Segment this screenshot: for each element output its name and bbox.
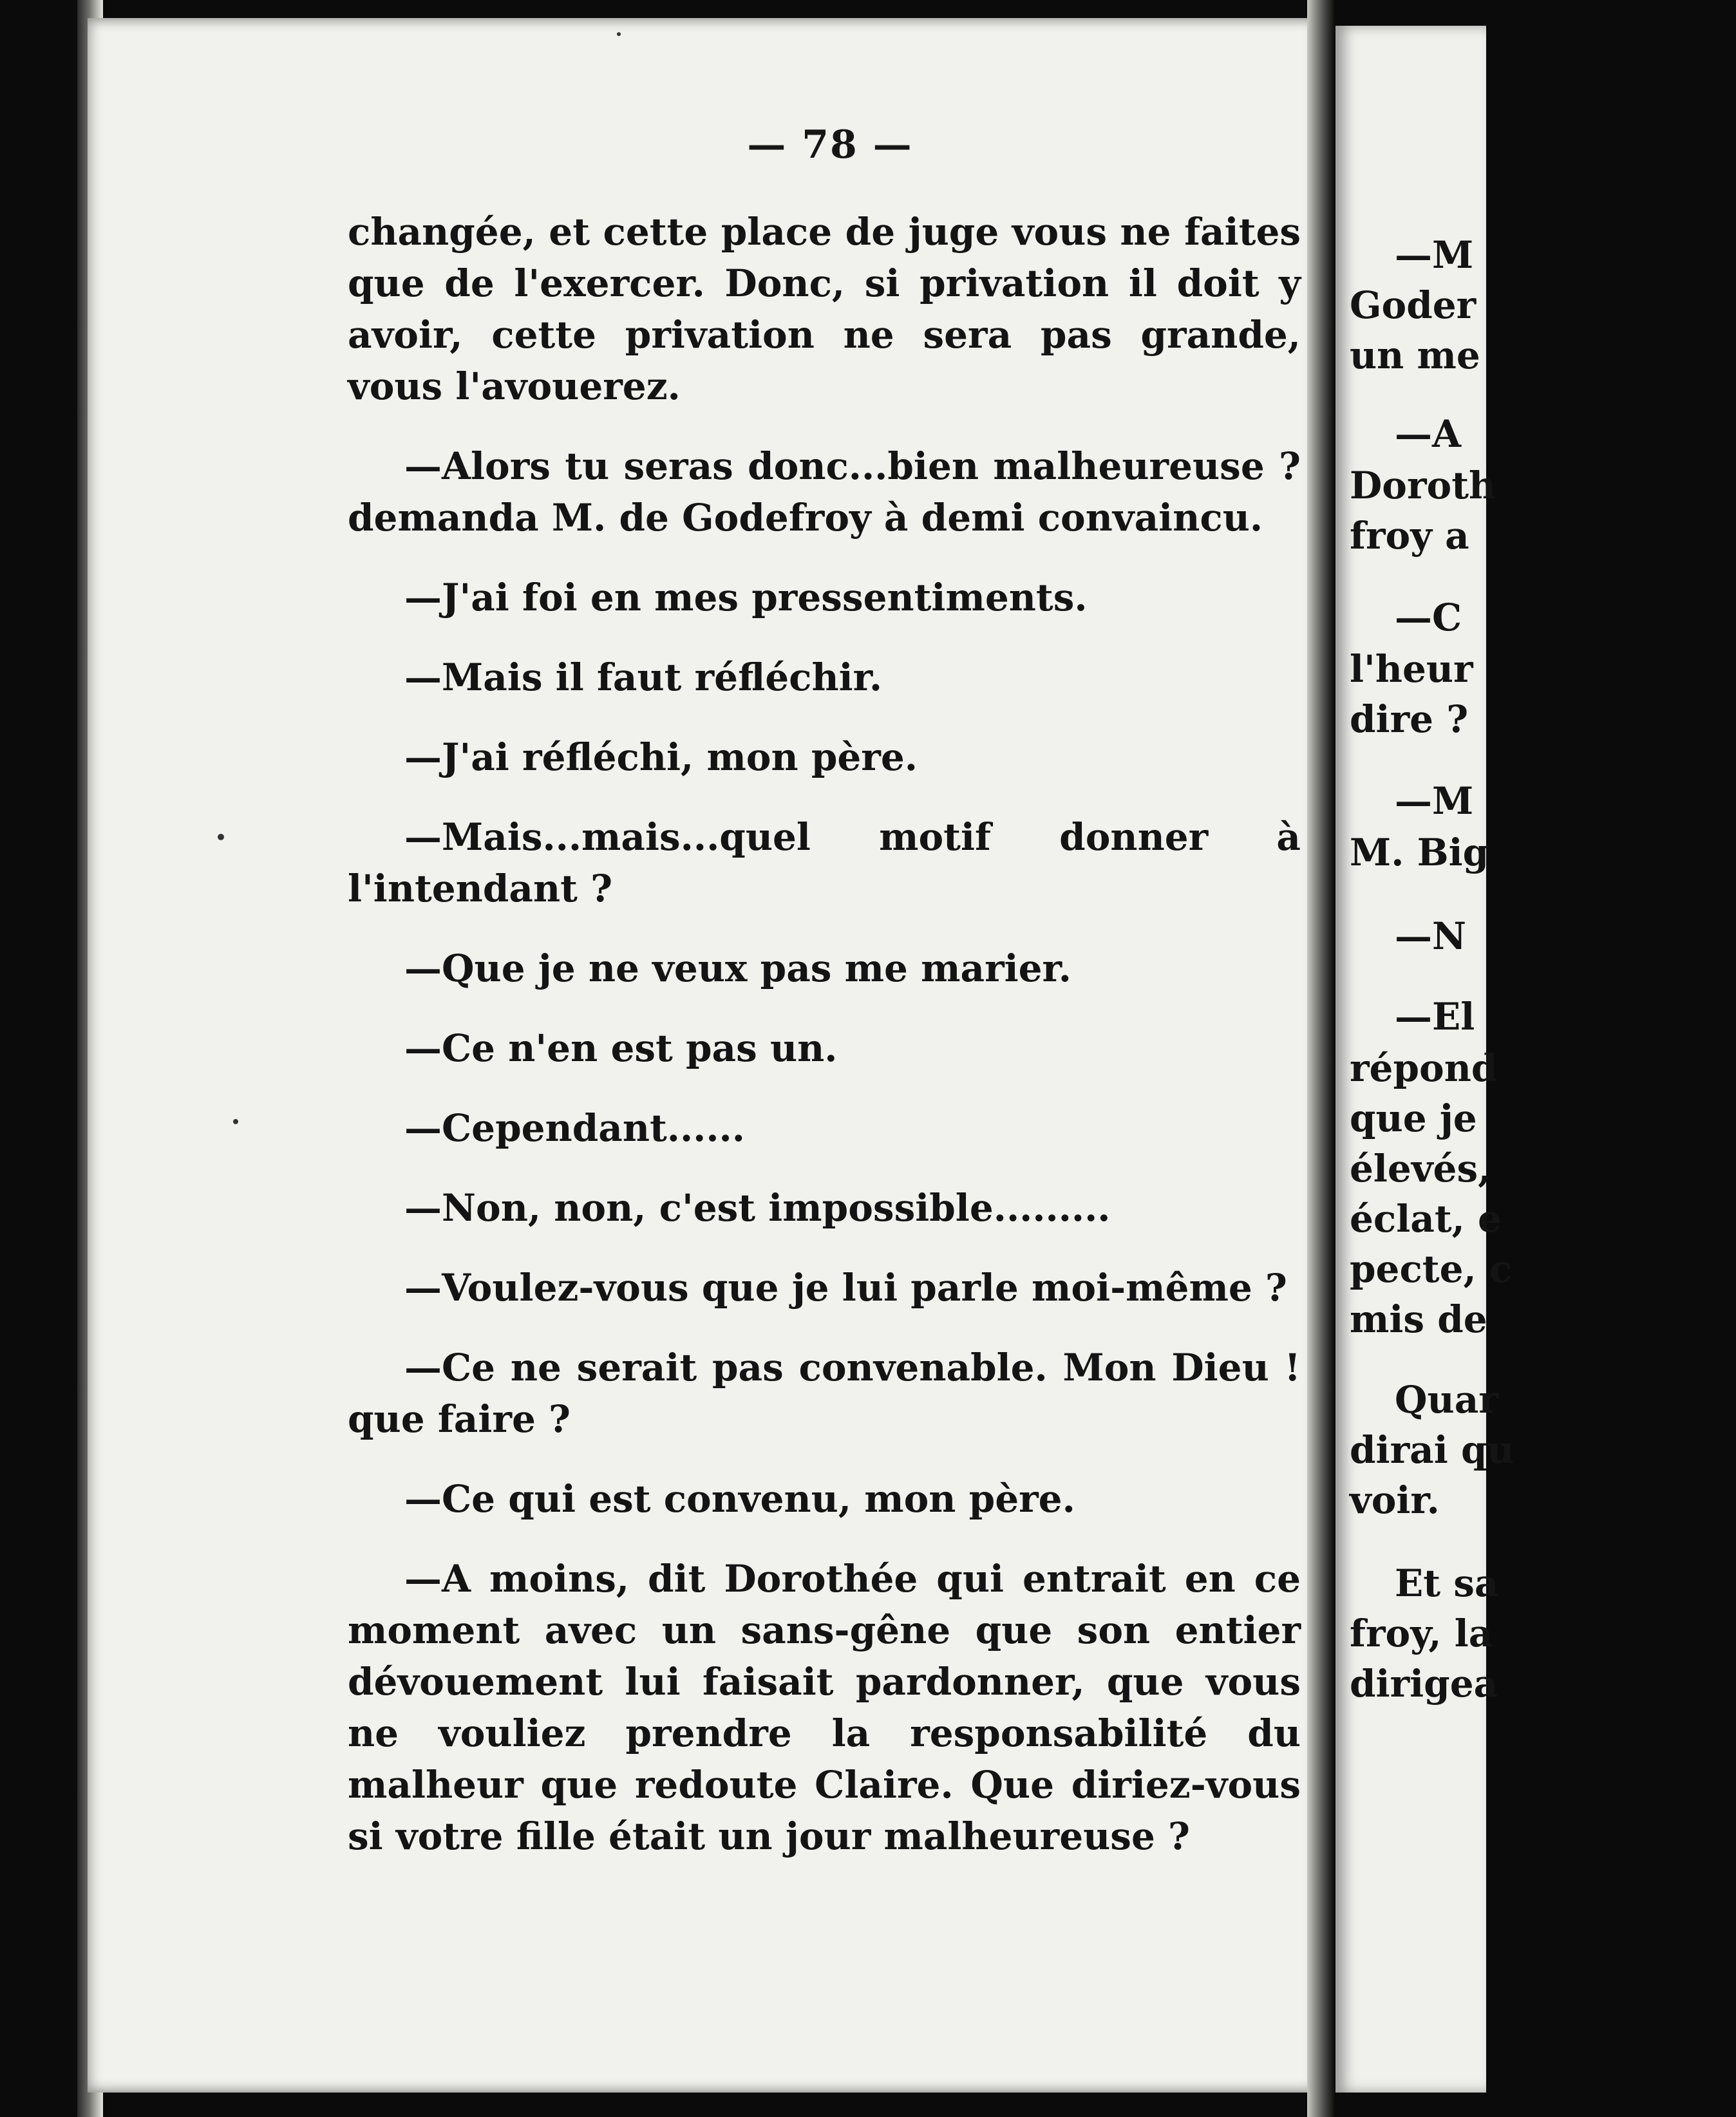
right-page-cropped [1335,26,1514,2093]
paragraph-3: —Mais il faut réfléchir. [404,655,883,699]
right-line: Et sa [1395,1561,1499,1605]
paragraph-11: —Ce ne serait pas convenable. Mon Dieu ! que faire ? [348,1346,1301,1441]
right-line: pecte, c [1350,1247,1513,1291]
paragraph-10: —Voulez-vous que je lui parle moi-même ? [404,1266,1287,1310]
paragraph-9: —Non, non, c'est impossible......... [404,1186,1111,1230]
right-line: répond [1350,1046,1498,1090]
right-line: dirai qu [1350,1428,1514,1472]
paragraph-2: —J'ai foi en mes pressentiments. [404,576,1088,619]
page-number: — 78 — [747,122,913,167]
paragraph-8: —Cependant...... [404,1106,745,1150]
right-line: voir. [1350,1478,1440,1522]
right-line: —A [1395,412,1462,456]
scan-speck [617,32,621,36]
paragraph-0: changée, et cette place de juge vous ne faites que de l'exercer. Donc, si privation il doit y avoir, cette privation ne sera pas grande, vous l'avouerez. [348,210,1301,408]
right-line: Doroth [1350,464,1496,507]
page-gutter [1307,0,1335,2117]
right-line: froy, la [1350,1612,1493,1655]
paragraph-7: —Ce n'en est pas un. [404,1026,838,1070]
paragraph-5: —Mais...mais...quel motif donner à l'intendant ? [348,815,1301,910]
right-line: Goder [1350,283,1477,327]
right-line: Quar [1395,1378,1498,1422]
right-line: —M [1395,779,1474,823]
paragraph-1: —Alors tu seras donc...bien malheureuse ? demanda M. de Godefroy à demi convaincu. [348,444,1301,540]
right-line: M. Big [1350,831,1489,874]
left-page-text [348,206,1301,1862]
right-line: dirigea [1350,1662,1498,1706]
right-line: dire ? [1350,697,1469,741]
right-line: mis de [1350,1297,1487,1341]
right-line: éclat, e [1350,1197,1502,1241]
right-line: élevés, [1350,1147,1491,1190]
right-line: —El [1395,995,1475,1039]
paragraph-13: —A moins, dit Dorothée qui entrait en ce moment avec un sans-gêne que son entier dévouement lui faisait pardonner, que vous ne vouliez prendre la responsabilité du malheur que redoute Claire. Que diriez-vous si votre fille était un jour malheureuse ? [348,1557,1301,1858]
right-line: un me [1350,334,1480,377]
paragraph-12: —Ce qui est convenu, mon père. [404,1477,1075,1521]
right-line: —N [1395,914,1467,958]
scan-speck [218,834,224,840]
right-line: —M [1395,233,1474,277]
scan-speck [233,1119,238,1124]
paragraph-4: —J'ai réfléchi, mon père. [404,735,918,779]
right-line: froy a [1350,514,1469,558]
paragraph-6: —Que je ne veux pas me marier. [404,946,1071,990]
right-line: que je [1350,1096,1477,1140]
right-line: l'heur [1350,647,1473,691]
right-line: —C [1395,596,1462,639]
